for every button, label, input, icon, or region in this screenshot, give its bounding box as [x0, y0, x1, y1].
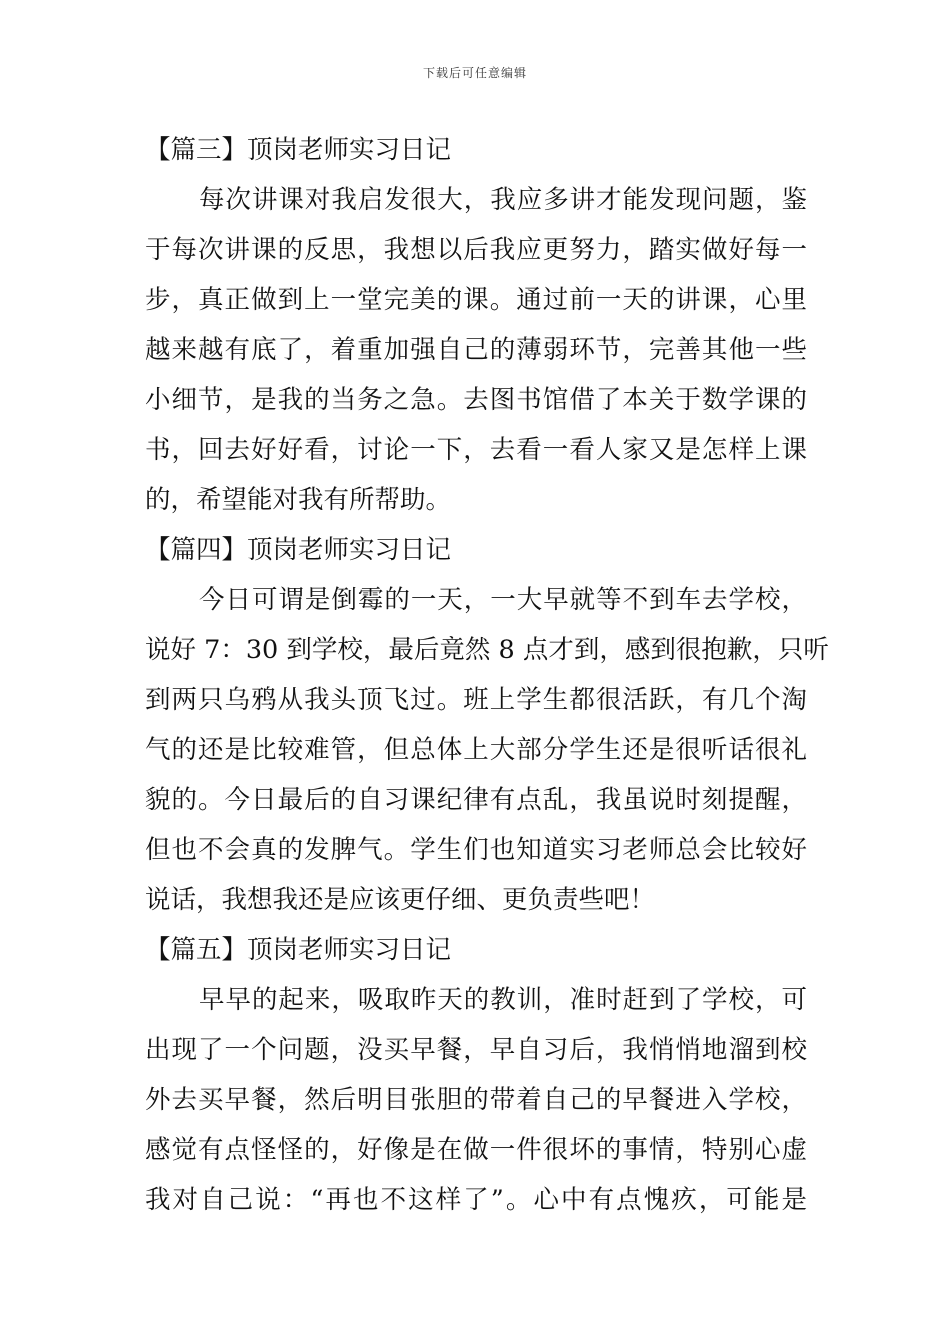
section-heading: 【篇四】顶岗老师实习日记 — [145, 535, 452, 565]
paragraph-line: 于每次讲课的反思，我想以后我应更努力，踏实做好每一 — [145, 235, 807, 265]
paragraph-line: 书，回去好好看，讨论一下，去看一看人家又是怎样上课 — [145, 435, 807, 465]
paragraph-line: 貌的。今日最后的自习课纪律有点乱，我虽说时刻提醒， — [145, 785, 807, 815]
paragraph-line: 早早的起来，吸取昨天的教训，准时赶到了学校，可 — [199, 985, 807, 1015]
paragraph-line: 步，真正做到上一堂完美的课。通过前一天的讲课，心里 — [145, 285, 807, 315]
section-heading: 【篇三】顶岗老师实习日记 — [145, 135, 452, 165]
paragraph-line: 说话，我想我还是应该更仔细、更负责些吧！ — [145, 885, 656, 915]
document-body — [145, 125, 829, 1225]
paragraph-line: 越来越有底了，着重加强自己的薄弱环节，完善其他一些 — [145, 335, 807, 365]
paragraph-line: 每次讲课对我启发很大，我应多讲才能发现问题，鉴 — [199, 185, 807, 215]
paragraph-line: 我对自己说：“再也不这样了”。心中有点愧疚，可能是 — [145, 1185, 807, 1215]
paragraph-line: 的，希望能对我有所帮助。 — [145, 485, 452, 515]
paragraph-line: 外去买早餐，然后明目张胆的带着自己的早餐进入学校， — [145, 1085, 807, 1115]
paragraph-line: 但也不会真的发脾气。学生们也知道实习老师总会比较好 — [145, 835, 807, 865]
paragraph-line: 到两只乌鸦从我头顶飞过。班上学生都很活跃，有几个淘 — [145, 685, 807, 715]
paragraph-line: 小细节，是我的当务之急。去图书馆借了本关于数学课的 — [145, 385, 807, 415]
paragraph-line: 说好 7：30 到学校，最后竟然 8 点才到，感到很抱歉，只听 — [145, 635, 829, 665]
paragraph-line: 出现了一个问题，没买早餐，早自习后，我悄悄地溜到校 — [145, 1035, 807, 1065]
section-heading: 【篇五】顶岗老师实习日记 — [145, 935, 452, 965]
paragraph-line: 感觉有点怪怪的，好像是在做一件很坏的事情，特别心虚 — [145, 1135, 807, 1165]
paragraph-line: 气的还是比较难管，但总体上大部分学生还是很听话很礼 — [145, 735, 807, 765]
header-note: 下载后可任意编辑 — [422, 66, 527, 80]
paragraph-line: 今日可谓是倒霉的一天，一大早就等不到车去学校， — [199, 585, 807, 615]
